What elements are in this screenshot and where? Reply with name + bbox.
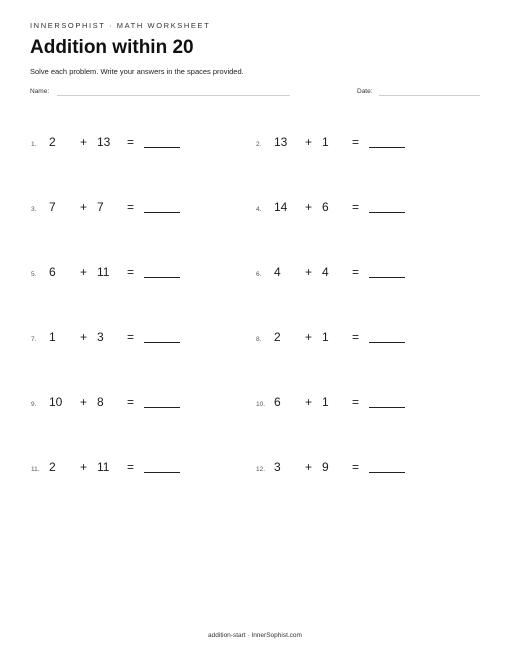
answer-blank[interactable]: [144, 212, 180, 213]
equals-sign: =: [352, 460, 360, 474]
problem-number: 1.: [31, 141, 37, 148]
page-title: Addition within 20: [30, 37, 194, 58]
answer-blank[interactable]: [369, 277, 405, 278]
addend-b: 6: [322, 200, 329, 214]
equals-sign: =: [352, 265, 360, 279]
addend-b: 1: [322, 330, 329, 344]
addend-b: 13: [97, 135, 111, 149]
operator: +: [80, 330, 88, 344]
name-field-line: [57, 95, 290, 96]
equals-sign: =: [127, 265, 135, 279]
equals-sign: =: [127, 200, 135, 214]
equals-sign: =: [352, 395, 360, 409]
equals-sign: =: [127, 460, 135, 474]
operator: +: [80, 395, 88, 409]
answer-blank[interactable]: [369, 212, 405, 213]
addend-a: 1: [49, 330, 56, 344]
problem-number: 12.: [256, 466, 266, 473]
answer-blank[interactable]: [369, 472, 405, 473]
equals-sign: =: [127, 330, 135, 344]
operator: +: [305, 200, 313, 214]
answer-blank[interactable]: [144, 407, 180, 408]
problem-number: 2.: [256, 141, 262, 148]
operator: +: [80, 200, 88, 214]
operator: +: [305, 395, 313, 409]
addend-a: 3: [274, 460, 281, 474]
addend-b: 4: [322, 265, 329, 279]
addend-b: 7: [97, 200, 104, 214]
answer-blank[interactable]: [369, 147, 405, 148]
operator: +: [80, 460, 88, 474]
equals-sign: =: [352, 330, 360, 344]
addend-a: 13: [274, 135, 288, 149]
problem-number: 10.: [256, 401, 266, 408]
addend-a: 6: [274, 395, 281, 409]
date-label: Date:: [357, 88, 373, 95]
addend-a: 2: [49, 460, 56, 474]
answer-blank[interactable]: [144, 277, 180, 278]
date-field-line: [379, 95, 480, 96]
addend-b: 11: [97, 460, 110, 474]
addend-a: 10: [49, 395, 63, 409]
operator: +: [80, 265, 88, 279]
operator: +: [305, 460, 313, 474]
answer-blank[interactable]: [144, 147, 180, 148]
operator: +: [305, 330, 313, 344]
answer-blank[interactable]: [369, 342, 405, 343]
name-label: Name:: [30, 88, 50, 95]
addend-a: 4: [274, 265, 281, 279]
addend-b: 1: [322, 135, 329, 149]
addend-b: 1: [322, 395, 329, 409]
addend-b: 3: [97, 330, 104, 344]
header-kicker: INNERSOPHIST · MATH WORKSHEET: [30, 21, 211, 30]
addend-a: 7: [49, 200, 56, 214]
addend-b: 9: [322, 460, 329, 474]
addend-a: 6: [49, 265, 56, 279]
addend-a: 2: [49, 135, 56, 149]
equals-sign: =: [352, 200, 360, 214]
problem-number: 9.: [31, 401, 37, 408]
problem-number: 4.: [256, 206, 262, 213]
answer-blank[interactable]: [369, 407, 405, 408]
problem-number: 6.: [256, 271, 262, 278]
answer-blank[interactable]: [144, 472, 180, 473]
problem-number: 8.: [256, 336, 262, 343]
equals-sign: =: [352, 135, 360, 149]
problem-number: 3.: [31, 206, 37, 213]
addend-a: 14: [274, 200, 288, 214]
footer: addition-start · InnerSophist.com: [208, 632, 302, 639]
problem-number: 7.: [31, 336, 37, 343]
operator: +: [305, 135, 313, 149]
problem-number: 5.: [31, 271, 37, 278]
addend-b: 8: [97, 395, 104, 409]
answer-blank[interactable]: [144, 342, 180, 343]
equals-sign: =: [127, 135, 135, 149]
operator: +: [80, 135, 88, 149]
addend-a: 2: [274, 330, 281, 344]
instructions: Solve each problem. Write your answers in the spaces provided.: [30, 67, 244, 76]
operator: +: [305, 265, 313, 279]
problem-number: 11.: [31, 466, 40, 473]
equals-sign: =: [127, 395, 135, 409]
addend-b: 11: [97, 265, 110, 279]
